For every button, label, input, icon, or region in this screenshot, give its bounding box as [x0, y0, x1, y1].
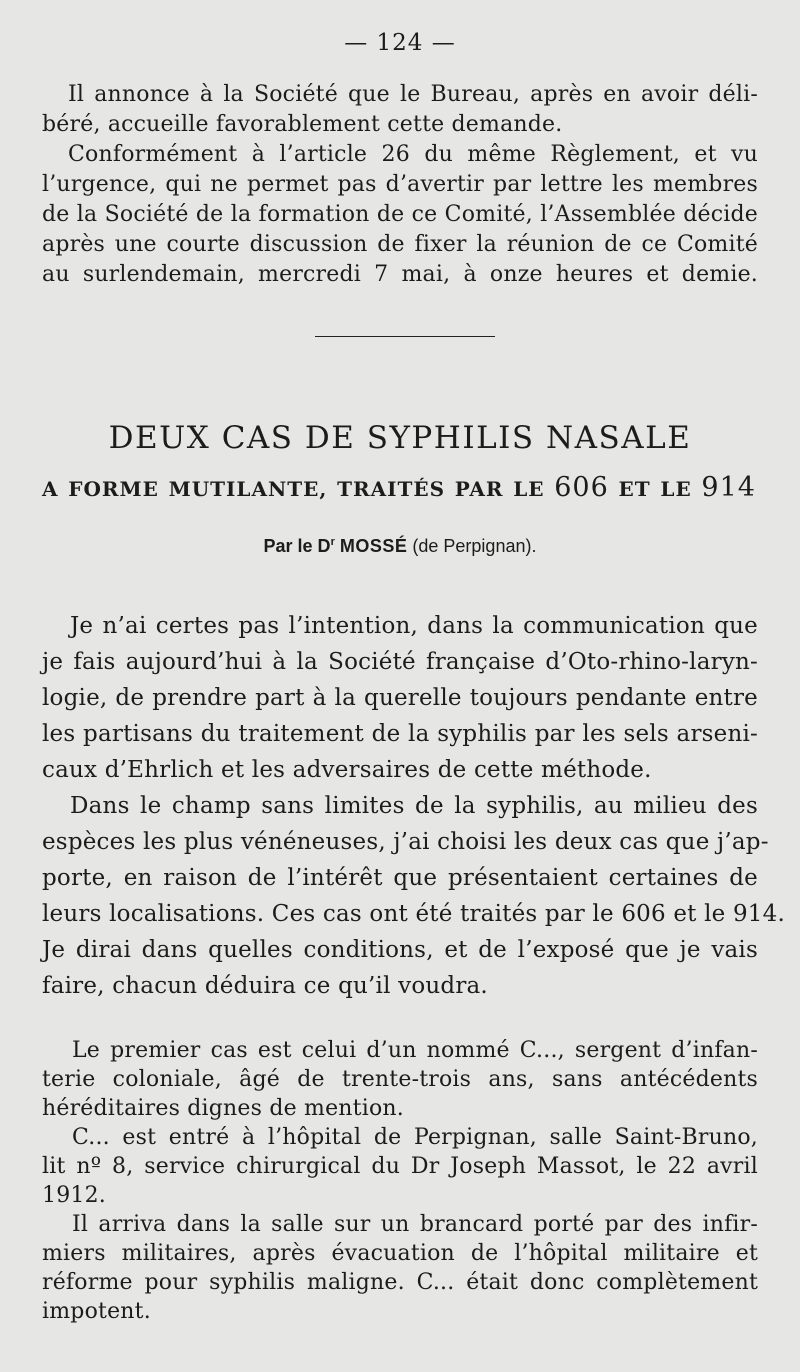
subtitle-word: ET — [618, 477, 651, 501]
text-line: béré, accueille favorablement cette demande. — [42, 112, 563, 137]
subtitle-number: 914 — [701, 472, 756, 503]
text-line: impotent. — [42, 1299, 151, 1324]
body-paragraph — [42, 608, 785, 1004]
subtitle-word: A — [42, 477, 59, 501]
text-line: C... est entré à l’hôpital de Perpignan, salle Saint-Bruno, — [72, 1125, 758, 1150]
text-line: l’urgence, qui ne permet pas d’avertir par lettre les membres — [42, 172, 758, 197]
text-line: espèces les plus vénéneuses, j’ai choisi les deux cas que j’ap- — [42, 829, 769, 855]
text-line: caux d’Ehrlich et les adversaires de cette méthode. — [42, 757, 652, 783]
subtitle-number: 606 — [554, 472, 609, 503]
subtitle-word: LE — [660, 477, 692, 501]
intro-paragraph — [42, 80, 758, 290]
text-line: 1912. — [42, 1183, 106, 1208]
text-line: héréditaires dignes de mention. — [42, 1096, 404, 1121]
text-line: je fais aujourd’hui à la Société française d’Oto-rhino-laryn- — [42, 649, 758, 675]
subtitle-word: TRAITÉS — [337, 477, 446, 501]
page-number: — 124 — — [344, 30, 456, 56]
text-line: Dans le champ sans limites de la syphilis, au milieu des — [70, 793, 758, 819]
text-line: miers militaires, après évacuation de l’hôpital militaire et — [42, 1241, 758, 1266]
subtitle-word: MUTILANTE, — [168, 477, 328, 501]
text-line: les partisans du traitement de la syphilis par les sels arseni- — [42, 721, 758, 747]
text-line: Il arriva dans la salle sur un brancard porté par des infir- — [72, 1212, 758, 1237]
article-subtitle — [42, 472, 756, 503]
subtitle-word: PAR — [454, 477, 504, 501]
case-paragraph — [42, 1036, 758, 1326]
section-divider — [315, 336, 495, 337]
text-line: Conformément à l’article 26 du même Règlement, et vu — [68, 142, 758, 167]
text-line: terie coloniale, âgé de trente-trois ans, sans antécédents — [42, 1067, 758, 1092]
text-line: lit nº 8, service chirurgical du Dr Joseph Massot, le 22 avril — [42, 1154, 758, 1179]
text-line: Je n’ai certes pas l’intention, dans la communication que — [70, 613, 758, 639]
text-line: de la Société de la formation de ce Comité, l’Assemblée décide — [42, 202, 758, 227]
subtitle-word: LE — [513, 477, 545, 501]
byline-prefix: Par le D — [263, 536, 331, 556]
text-line: faire, chacun déduira ce qu’il voudra. — [42, 973, 488, 999]
byline-superscript: r — [330, 536, 335, 548]
text-line: porte, en raison de l’intérêt que présentaient certaines de — [42, 865, 758, 891]
text-line: Le premier cas est celui d’un nommé C..., sergent d’infan- — [72, 1038, 758, 1063]
article-title: DEUX CAS DE SYPHILIS NASALE — [108, 420, 692, 456]
text-line: réforme pour syphilis maligne. C... était donc complètement — [42, 1270, 758, 1295]
text-line: leurs localisations. Ces cas ont été traités par le 606 et le 914. — [42, 901, 785, 927]
author-name: MOSSÉ — [339, 536, 408, 556]
text-line: logie, de prendre part à la querelle toujours pendante entre — [42, 685, 758, 711]
text-line: Je dirai dans quelles conditions, et de l’exposé que je vais — [42, 937, 758, 963]
text-line: après une courte discussion de fixer la réunion de ce Comité — [42, 232, 758, 257]
text-line: Il annonce à la Société que le Bureau, après en avoir déli- — [68, 82, 758, 107]
text-line: au surlendemain, mercredi 7 mai, à onze heures et demie. — [42, 262, 758, 287]
byline-suffix: (de Perpignan). — [412, 536, 537, 556]
byline — [0, 536, 800, 557]
subtitle-word: FORME — [68, 477, 159, 501]
